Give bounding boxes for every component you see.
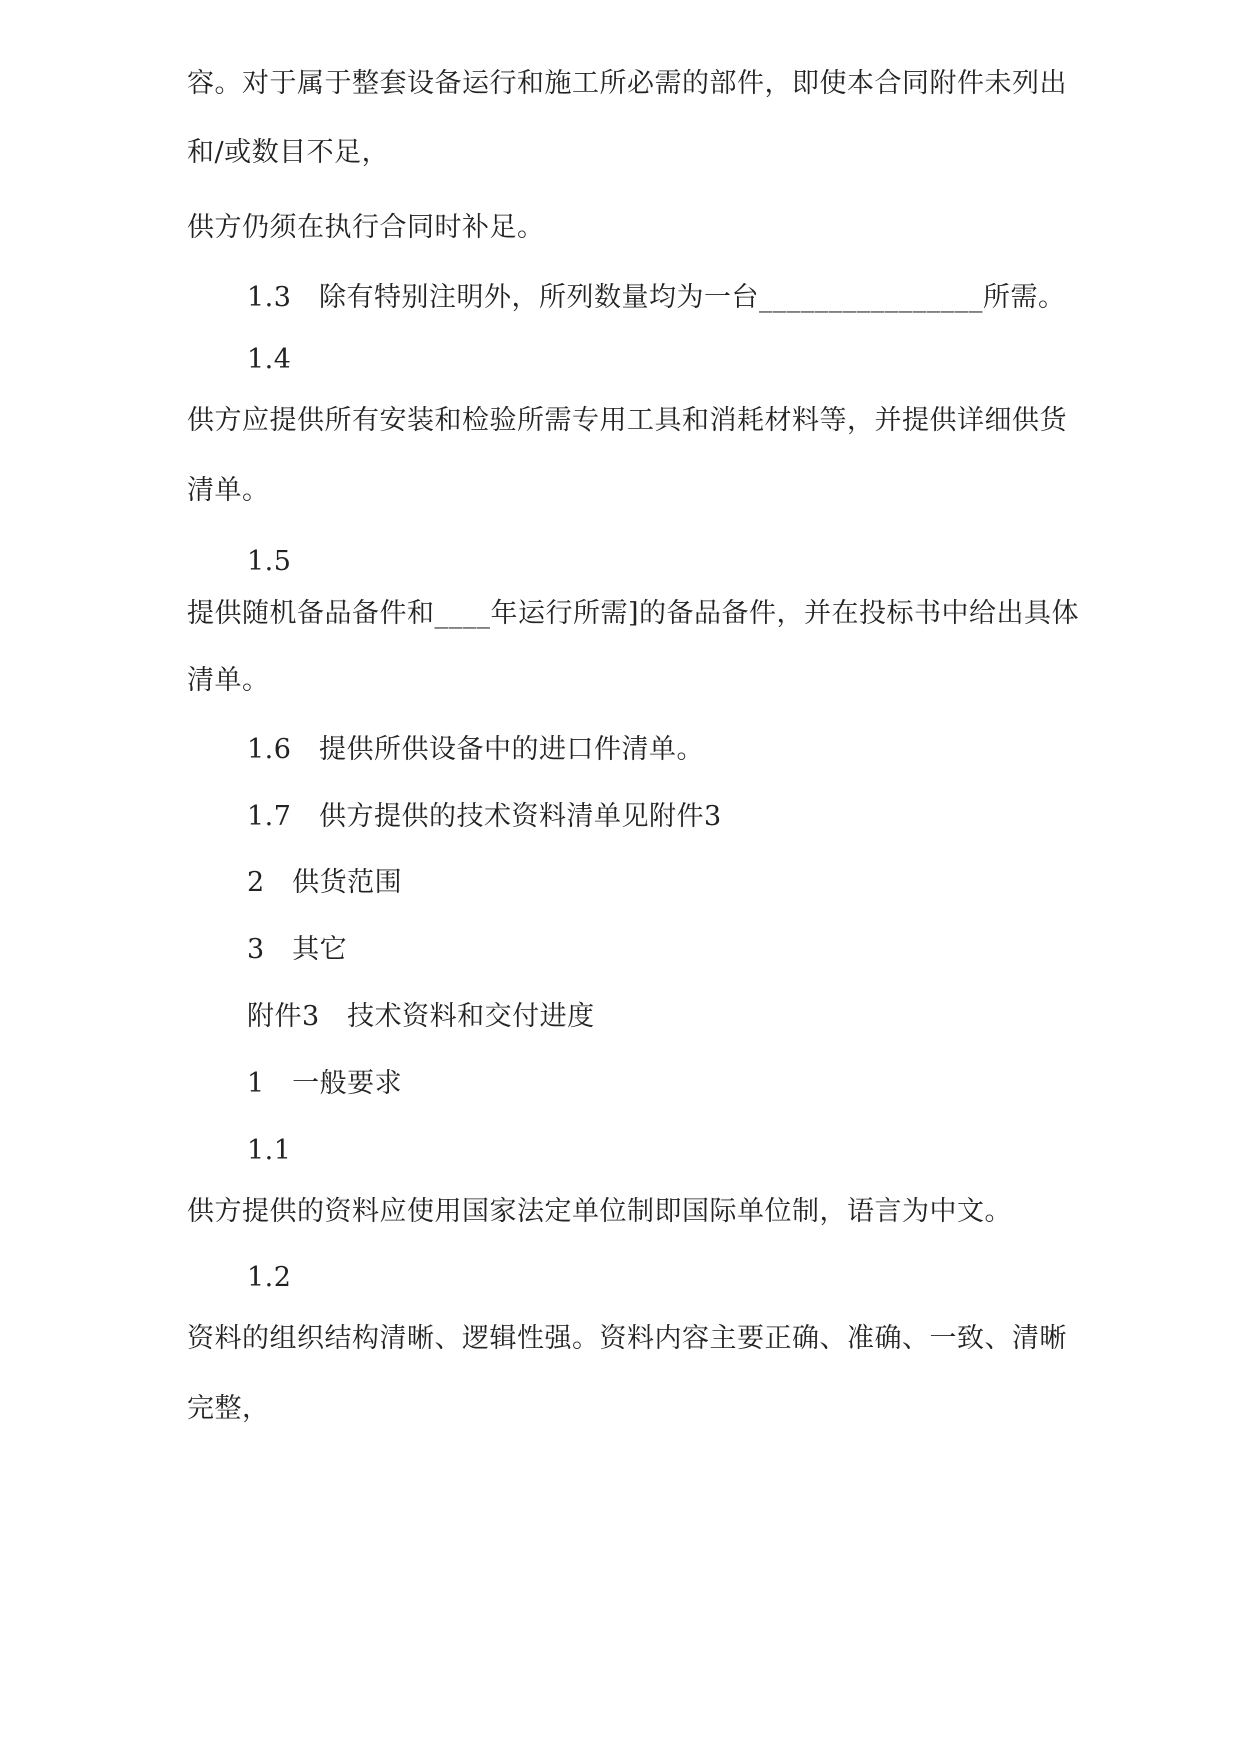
section-heading: 3 其它 — [247, 934, 348, 965]
text-line: 供方提供的资料应使用国家法定单位制即国际单位制，语言为中文。 — [187, 1196, 1012, 1227]
text-line: 和/或数目不足， — [187, 137, 390, 168]
section-heading: 1 一般要求 — [247, 1068, 403, 1099]
text-line: 容。对于属于整套设备运行和施工所必需的部件，即使本合同附件未列出 — [187, 68, 1067, 99]
text-line: 清单。 — [187, 665, 270, 696]
clause-number: 1.1 — [247, 1135, 292, 1166]
clause-1-7: 1.7 供方提供的技术资料清单见附件3 — [247, 801, 722, 832]
text-line: 完整， — [187, 1393, 270, 1424]
clause-1-3: 1.3 除有特别注明外，所列数量均为一台________________所需。 — [247, 282, 1066, 313]
text-line: 清单。 — [187, 475, 270, 506]
text-line: 供方应提供所有安装和检验所需专用工具和消耗材料等，并提供详细供货 — [187, 405, 1067, 436]
appendix-heading: 附件3 技术资料和交付进度 — [247, 1001, 595, 1032]
clause-1-6: 1.6 提供所供设备中的进口件清单。 — [247, 734, 704, 765]
text-line: 提供随机备品备件和____年运行所需]的备品备件，并在投标书中给出具体 — [187, 598, 1080, 629]
section-heading: 2 供货范围 — [247, 867, 403, 898]
clause-number: 1.2 — [247, 1262, 292, 1293]
text-line: 资料的组织结构清晰、逻辑性强。资料内容主要正确、准确、一致、清晰 — [187, 1323, 1067, 1354]
text-line: 供方仍须在执行合同时补足。 — [187, 212, 545, 243]
clause-number: 1.5 — [247, 546, 292, 577]
clause-number: 1.4 — [247, 344, 292, 375]
